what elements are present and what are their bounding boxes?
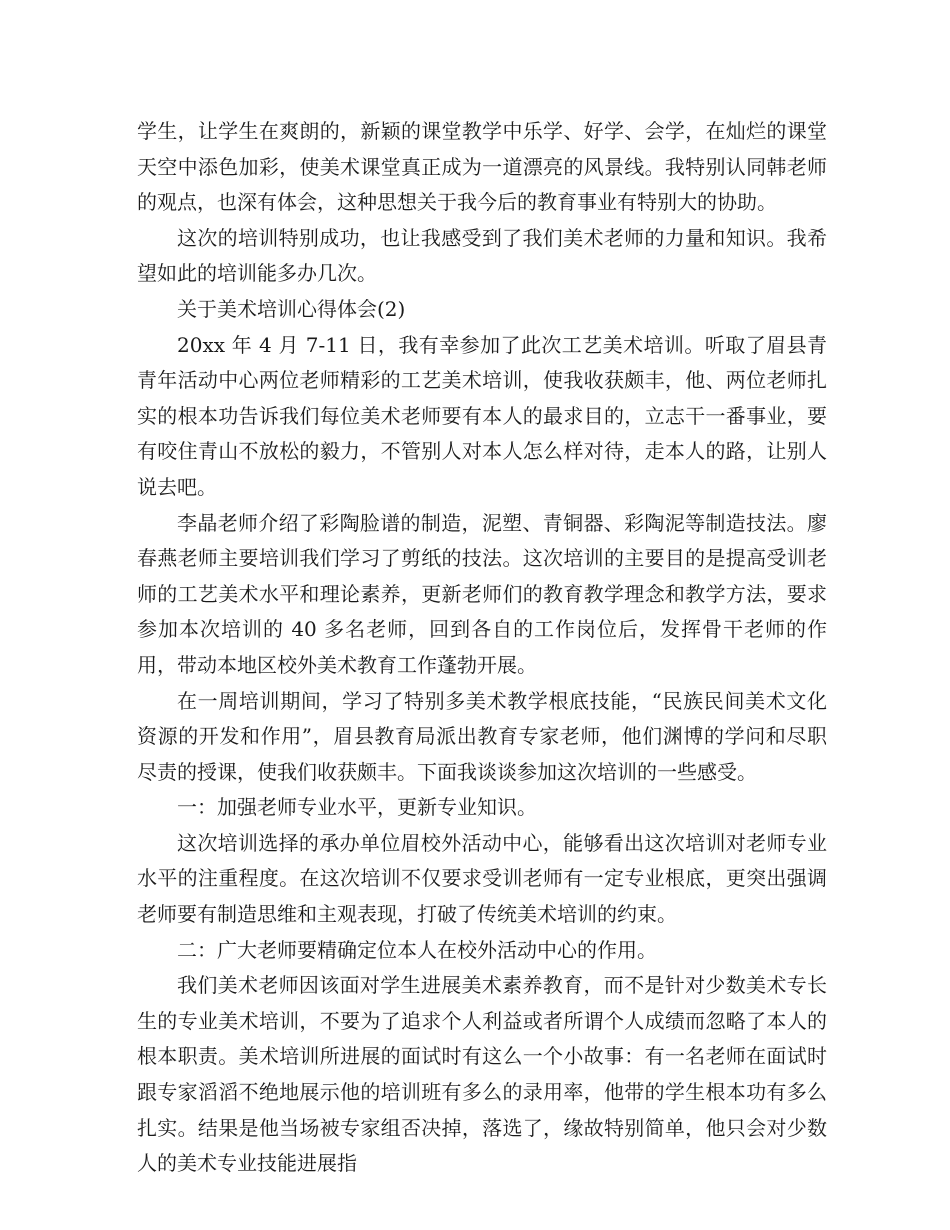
- paragraph-2: 这次的培训特别成功，也让我感受到了我们美术老师的力量和知识。我希望如此的培训能多办几次。: [137, 225, 827, 286]
- paragraph-7: 我们美术老师因该面对学生进展美术素养教育，而不是针对少数美术专长生的专业美术培训，不要为了追求个人利益或者所谓个人成绩而忽略了本人的根本职责。美术培训所进展的面试时有这么一个小故事：有一名老师在面试时跟专家滔滔不绝地展示他的培训班有多么的录用率，他带的学生根本功有多么扎实。结果是他当场被专家组否决掉，落选了，缘故特别简单，他只会对少数人的美术专业技能进展指: [137, 973, 827, 1176]
- paragraph-1: 学生，让学生在爽朗的，新颖的课堂教学中乐学、好学、会学，在灿烂的课堂天空中添色加彩，使美术课堂真正成为一道漂亮的风景线。我特别认同韩老师的观点，也深有体会，这种思想关于我今后的教育事业有特别大的协助。: [137, 119, 827, 215]
- paragraph-4: 李晶老师介绍了彩陶脸谱的制造，泥塑、青铜器、彩陶泥等制造技法。廖春燕老师主要培训我们学习了剪纸的技法。这次培训的主要目的是提高受训老师的工艺美术水平和理论素养，更新老师们的教育教学理念和教学方法，要求参加本次培训的 40 多名老师，回到各自的工作岗位后，发挥骨干老师的作用，带动本地区校外美术教育工作蓬勃开展。: [137, 510, 827, 677]
- section-heading: 关于美术培训心得体会(2): [177, 296, 406, 321]
- subheading-1: 一：加强老师专业水平，更新专业知识。: [177, 795, 537, 820]
- paragraph-5: 在一周培训期间，学习了特别多美术教学根底技能，“民族民间美术文化资源的开发和作用”，眉县教育局派出教育专家老师，他们渊博的学问和尽职尽责的授课，使我们收获颇丰。下面我谈谈参加这次培训的一些感受。: [137, 688, 827, 784]
- paragraph-3: 20xx 年 4 月 7-11 日，我有幸参加了此次工艺美术培训。听取了眉县青青年活动中心两位老师精彩的工艺美术培训，使我收获颇丰，他、两位老师扎实的根本功告诉我们每位美术老师要有本人的最求目的，立志干一番事业，要有咬住青山不放松的毅力，不管别人对本人怎么样对待，走本人的路，让别人说去吧。: [137, 332, 827, 499]
- document-body: [137, 114, 827, 1182]
- subheading-2: 二：广大老师要精确定位本人在校外活动中心的作用。: [177, 937, 657, 962]
- paragraph-6: 这次培训选择的承办单位眉校外活动中心，能够看出这次培训对老师专业水平的注重程度。在这次培训不仅要求受训老师有一定专业根底，更突出强调老师要有制造思维和主观表现，打破了传统美术培训的约束。: [137, 830, 827, 927]
